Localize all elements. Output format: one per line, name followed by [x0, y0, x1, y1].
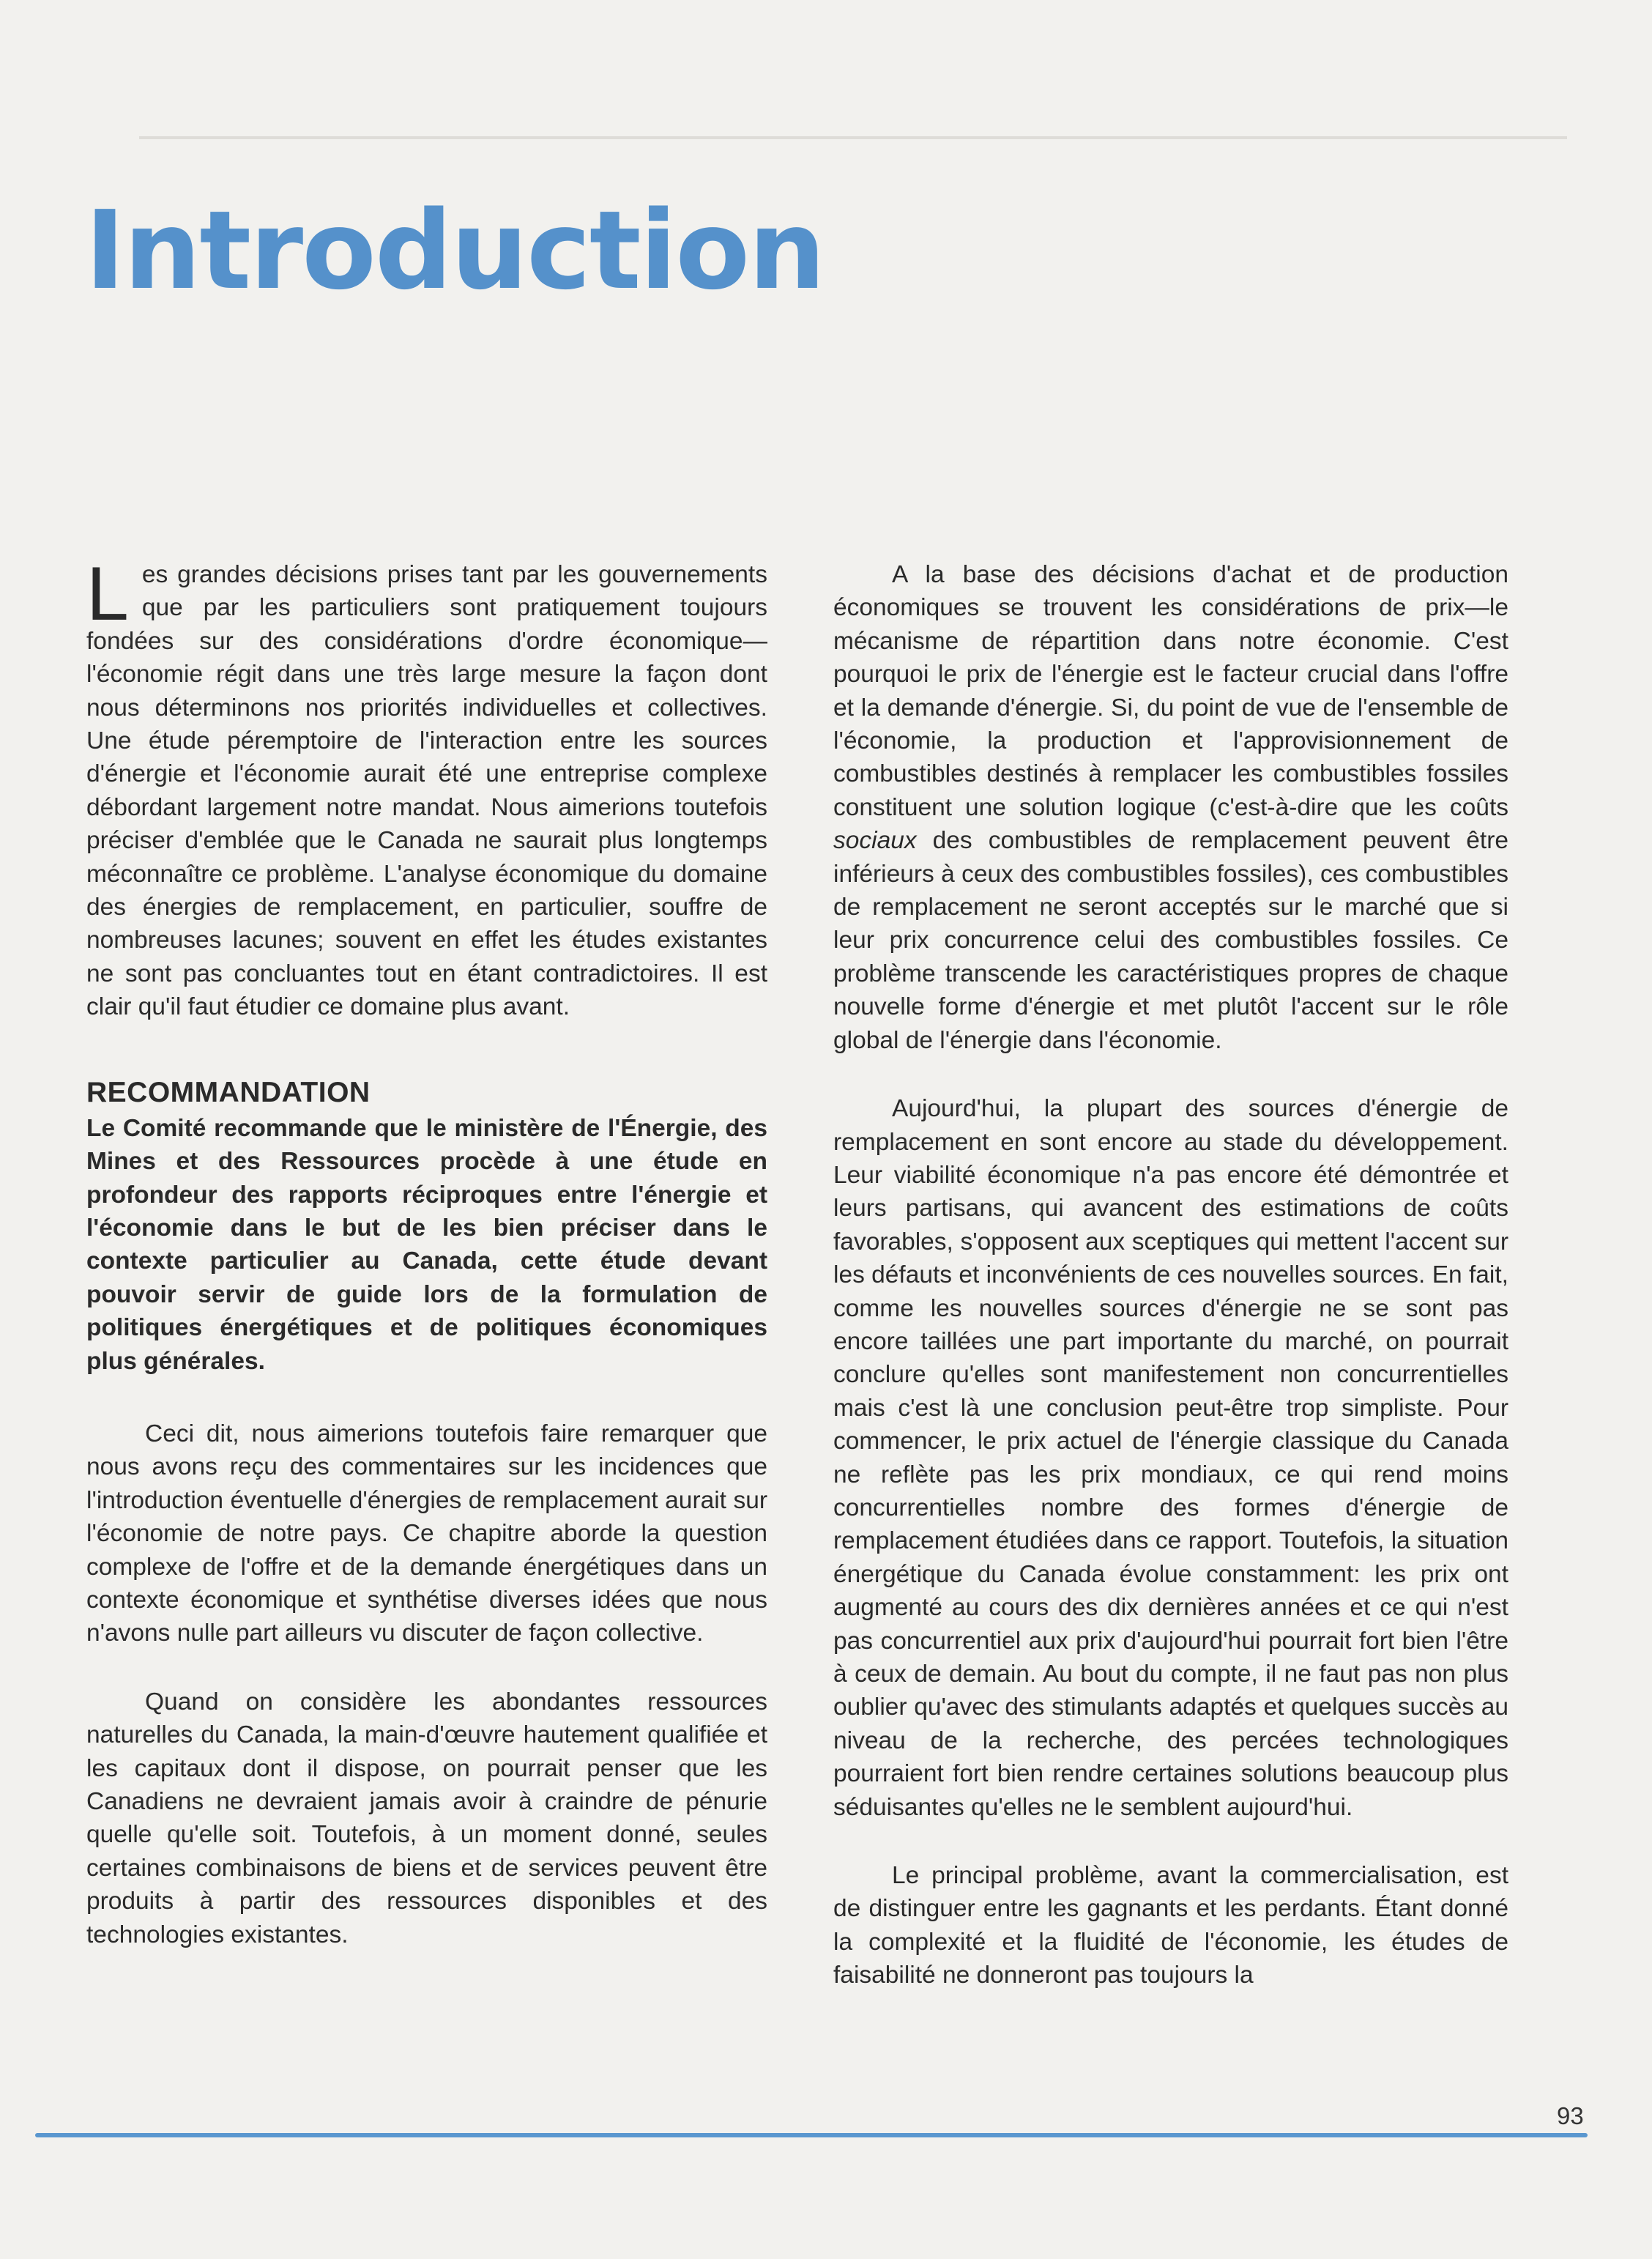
top-divider: [139, 136, 1567, 139]
right-paragraph-1-start: A la base des décisions d'achat et de production économiques se trouvent les considérations de prix—le mécanisme de répartition dans notre économie. C'est pourquoi le prix de l'énergie est le facteur crucial dans l'offre et la demande d'énergie. Si, du point de vue de l'ensemble de l'économie, la production et l'approvisionnement de combustibles destinés à remplacer les combustibles fossiles constituent une solution logique (c'est-à-dire que les coûts: [833, 561, 1508, 821]
intro-text: es grandes décisions prises tant par les gouvernements que par les particuliers sont pratiquement toujours fondées sur des considérations d'ordre économique—l'économie régit dans une très large mesure la façon dont nous déterminons nos priorités individuelles et collectives. Une étude péremptoire de l'interaction entre les sources d'énergie et l'économie aurait été une entreprise complexe débordant largement notre mandat. Nous aimerions toutefois préciser d'emblée que le Canada ne saurait plus longtemps méconnaître ce problème. L'analyse économique du domaine des énergies de remplacement, en particulier, souffre de nombreuses lacunes; souvent en effet les études existantes ne sont pas concluantes tout en étant contradictoires. Il est clair qu'il faut étudier ce domaine plus avant.: [86, 561, 767, 1021]
recommendation-text: Le Comité recommande que le ministère de l'Énergie, des Mines et des Ressources procède à une étude en profondeur des rapports réciproques entre l'énergie et l'économie dans le but de les bien préciser dans le contexte particulier au Canada, cette étude devant pouvoir servir de guide lors de la formulation de politiques énergétiques et de politiques économiques plus générales.: [86, 1114, 767, 1375]
right-paragraph-1-end: des combustibles de remplacement peuvent être inférieurs à ceux des combustibles fossiles), ces combustibles de remplacement ne seront acceptés sur le marché que si leur prix concurrence celui des combustibles fossiles. Ce problème transcende les caractéristiques propres de chaque nouvelle forme d'énergie et met plutôt l'accent sur le rôle global de l'énergie dans l'économie.: [833, 827, 1508, 1054]
left-paragraph-3: Quand on considère les abondantes ressources naturelles du Canada, la main-d'œuvre hautement qualifiée et les capitaux dont il dispose, on pourrait penser que les Canadiens ne devraient jamais avoir à craindre de pénurie quelle qu'elle soit. Toutefois, à un moment donné, seules certaines combinaisons de biens et de services peuvent être produits à partir des ressources disponibles et des technologies existantes.: [86, 1688, 767, 1948]
bottom-divider: [35, 2133, 1588, 2137]
recommendation-heading: RECOMMANDATION: [86, 1076, 371, 1108]
left-paragraph-2: Ceci dit, nous aimerions toutefois faire remarquer que nous avons reçu des commentaires sur les incidences que l'introduction éventuelle d'énergies de remplacement aurait sur l'économie de notre pays. Ce chapitre aborde la question complexe de l'offre et de la demande énergétiques dans un contexte économique et synthétise diverses idées que nous n'avons nulle part ailleurs vu discuter de façon collective.: [86, 1420, 767, 1647]
right-paragraph-1: [833, 558, 1508, 1057]
page-number: 93: [1557, 2102, 1584, 2129]
drop-cap: L: [86, 552, 129, 637]
left-column: [86, 552, 767, 1951]
emphasis-sociaux: sociaux: [833, 827, 917, 855]
intro-paragraph: [86, 552, 767, 1024]
right-paragraph-2: Aujourd'hui, la plupart des sources d'énergie de remplacement en sont encore au stade du développement. Leur viabilité économique n'a pas encore été démontrée et leurs partisans, qui avancent des estimations de coûts favorables, s'opposent aux sceptiques qui mettent l'accent sur les défauts et inconvénients de ces nouvelles sources. En fait, comme les nouvelles sources d'énergie ne se sont pas encore taillées une part importante du marché, on pourrait conclure qu'elles sont manifestement non concurrentielles mais c'est là une conclusion peut-être trop simpliste. Pour commencer, le prix actuel de l'énergie classique du Canada ne reflète pas les prix mondiaux, ce qui rend moins concurrentielles nombre des formes d'énergie de remplacement étudiées dans ce rapport. Toutefois, la situation énergétique du Canada évolue constamment: les prix ont augmenté au cours des dix dernières années et ce qui n'est pas concurrentiel aux prix d'aujourd'hui pourrait fort bien l'être à ceux de demain. Au bout du compte, il ne faut pas non plus oublier qu'avec des stimulants adaptés et quelques succès au niveau de la recherche, des percées technologiques pourraient fort bien rendre certaines solutions beaucoup plus séduisantes qu'elles ne le semblent aujourd'hui.: [833, 1095, 1508, 1821]
right-column: [833, 558, 1508, 1992]
right-paragraph-3: Le principal problème, avant la commercialisation, est de distinguer entre les gagnants et les perdants. Étant donné la complexité et la fluidité de l'économie, les études de faisabilité ne donneront pas toujours la: [833, 1862, 1508, 1989]
page-title: Introduction: [85, 188, 825, 314]
